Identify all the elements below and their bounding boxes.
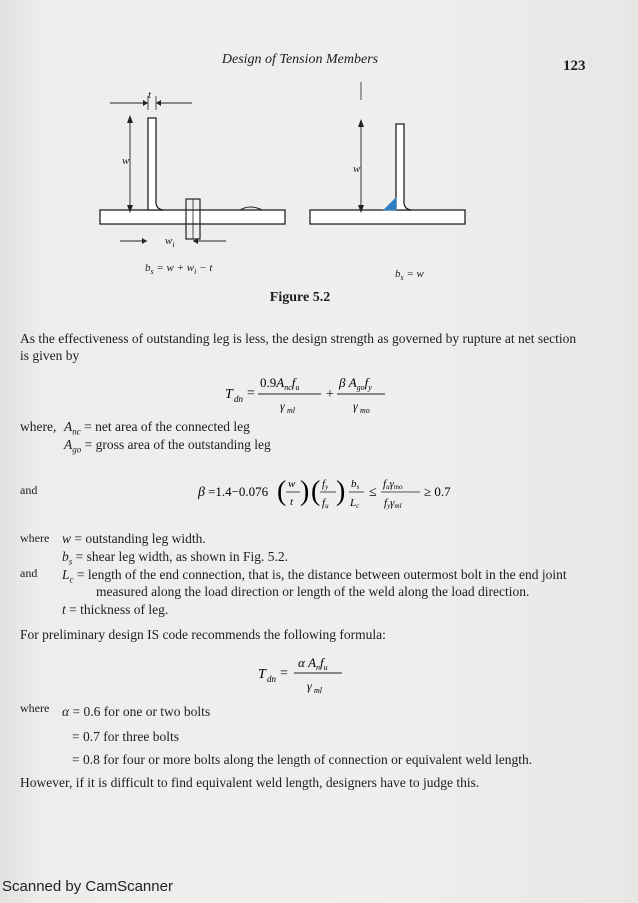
right-angle-section [310, 82, 465, 224]
left-angle-section [100, 96, 285, 244]
svg-text:γ: γ [307, 679, 312, 693]
svg-text:T: T [258, 667, 266, 682]
and-label-1: and [20, 483, 38, 497]
svg-text:T: T [225, 387, 233, 402]
svg-text:fy: fy [322, 478, 329, 491]
svg-text:Lc: Lc [350, 497, 360, 510]
alpha-three-bolts: = 0.7 for three bolts [72, 729, 179, 744]
svg-text:γ: γ [353, 399, 358, 413]
where-label-3: where [20, 701, 50, 715]
equation-beta [198, 468, 498, 518]
label-t: t [148, 89, 152, 101]
svg-text:): ) [300, 476, 310, 507]
svg-text:(: ( [311, 476, 321, 507]
formula-bs-left: $b_s = w + w_i - t$ [145, 262, 213, 277]
paragraph-line-1: As the effectiveness of outstanding leg is less, the design strength as governed by rupture at net section [20, 331, 577, 346]
label-w-left: w [122, 155, 130, 167]
however-sentence: However, if it is difficult to find equivalent weld length, designers have to judge this. [20, 775, 480, 790]
svg-text:=1.4−0.076: =1.4−0.076 [208, 484, 269, 499]
prelim-design-sentence: For preliminary design IS code recommends the following formula: [20, 627, 386, 642]
label-wi: $w_i$ [165, 235, 175, 250]
figure-caption: Figure 5.2 [269, 290, 331, 305]
definition-ago: $A_{go}$ = gross area of the outstanding leg [64, 437, 271, 455]
formula-bs-right: $b_s = w$ [395, 268, 424, 283]
svg-text:0.9Ancfu: $0.9A_{nc}f_u$ [260, 375, 300, 392]
paragraph-line-2: is given by [20, 348, 80, 363]
svg-text:α Anfu: α $A_nf_u$ [298, 655, 328, 672]
svg-text:≤: ≤ [369, 485, 377, 500]
definition-lc-line-2: measured along the load direction or length of the weld along the load direction. [96, 584, 530, 599]
running-header-title: Design of Tension Members [221, 52, 379, 67]
svg-text:mo: mo [360, 406, 370, 415]
where-label-1: where, [20, 419, 57, 434]
definition-w: w = outstanding leg width. [62, 531, 206, 546]
page-number: 123 [563, 58, 586, 74]
svg-text:dn: dn [234, 394, 243, 404]
equation-tdn-prelim [258, 650, 378, 700]
svg-text:dn: dn [267, 674, 276, 684]
svg-text:β: β [198, 485, 205, 500]
definition-t: t = thickness of leg. [62, 602, 169, 617]
svg-text:w: w [288, 478, 296, 490]
svg-text:=: = [247, 386, 255, 401]
svg-text:t: t [290, 496, 294, 508]
svg-text:ml: ml [314, 686, 322, 695]
svg-text:bs: bs [351, 478, 360, 491]
and-label-2: and [20, 566, 38, 580]
svg-text:): ) [336, 476, 346, 507]
svg-text:(: ( [277, 476, 287, 507]
equation-tdn-rupture [225, 370, 465, 420]
camscanner-watermark: Scanned by CamScanner [2, 878, 173, 895]
svg-text:γ: γ [280, 399, 285, 413]
svg-text:fu: fu [322, 497, 329, 510]
svg-text:+: + [326, 387, 334, 402]
svg-text:=: = [280, 666, 288, 681]
svg-text:fyγml: fyγml [384, 497, 402, 510]
svg-text:β Agofy: β $A_{go}f_y$ [339, 375, 372, 392]
svg-text:ml: ml [287, 406, 295, 415]
alpha-one-two-bolts: α = 0.6 for one or two bolts [62, 704, 211, 719]
definition-bs: $b_s$ = shear leg width, as shown in Fig. 5.2. [62, 549, 288, 567]
where-label-2: where [20, 531, 50, 545]
definition-anc: $A_{nc}$ = net area of the connected leg [64, 419, 250, 437]
label-w-right: w [353, 163, 361, 175]
svg-text:≥ 0.7: ≥ 0.7 [424, 484, 451, 499]
alpha-four-or-more-bolts: = 0.8 for four or more bolts along the length of connection or equivalent weld length. [72, 752, 533, 767]
svg-text:fuγmo: fuγmo [383, 478, 403, 491]
definition-lc-line-1: $L_c$ = length of the end connection, that is, the distance between outermost bolt in the end joint [62, 567, 567, 585]
figure-angle-sections [0, 0, 638, 290]
